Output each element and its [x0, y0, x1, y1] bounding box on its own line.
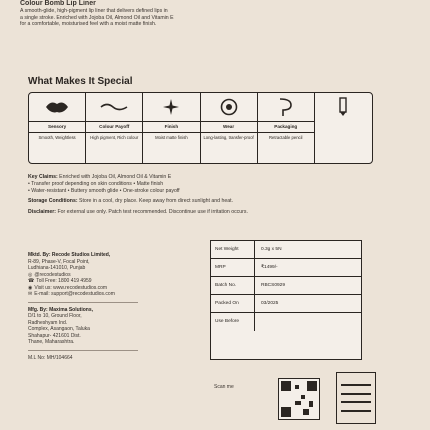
feature-cell-packaging — [258, 93, 315, 163]
instagram-line: ◎ @recodestudios — [28, 271, 71, 278]
address-line: Shahapur- 421601 Dist. — [28, 332, 81, 339]
net-row: Packed On 03/2025 — [211, 295, 361, 313]
globe-icon: ◉ — [28, 284, 33, 291]
divider — [28, 302, 138, 303]
marketed-by-section — [28, 252, 168, 361]
lips-icon — [45, 100, 69, 114]
net-details-box — [210, 240, 362, 360]
special-features-box — [28, 92, 373, 164]
claims-section — [28, 174, 378, 220]
storage-conditions: Storage Conditions: Store in a cool, dry place. Keep away from direct sunlight and heat. — [28, 198, 234, 205]
feature-cell-lips — [29, 93, 86, 163]
feature-detail: High pigment, Rich colour — [86, 132, 142, 142]
feature-cell-extra — [315, 93, 372, 163]
feature-label: Sensory — [29, 121, 85, 130]
address-line: R-89, Phase-V, Focal Point, — [28, 258, 90, 265]
address-line: Radheshyam Ind. — [28, 319, 68, 326]
address-line: Thane, Maharashtra. — [28, 339, 75, 345]
feature-detail: Smooth, Weightless — [29, 132, 85, 142]
key-claims: Key Claims: Enriched with Jojoba Oil, Almond Oil & Vitamin E • Transfer proof depending on skin conditions • Matte finish • Water-resistant • Buttery smooth glide • One-stroke colour payoff — [28, 174, 180, 194]
qr-code — [278, 378, 320, 420]
mail-icon: ✉ — [28, 291, 33, 297]
feature-cell-colour — [86, 93, 143, 163]
feature-label: Colour Payoff — [86, 121, 142, 130]
sparkle-icon — [161, 98, 181, 116]
clock-icon — [220, 98, 238, 116]
disclaimer: Disclaimer: For external use only. Patch test recommended. Discontinue use if irritation occurs. — [28, 209, 248, 216]
phone-line: ☎ Toll Free: 1800 419 4959 — [28, 278, 92, 284]
pencil-outline-icon — [338, 97, 348, 117]
feature-label: Finish — [143, 121, 199, 130]
feature-detail: Moist matte finish — [143, 132, 199, 142]
address-line: D/1 to 10, Ground Floor, — [28, 313, 82, 319]
address-line: Complex, Asangaon, Taluka — [28, 326, 90, 332]
feature-cell-wear — [201, 93, 258, 163]
phone-icon: ☎ — [28, 278, 35, 284]
product-desc-line: for a comfortable, moisturised feel with a moist matte finish. — [20, 21, 157, 28]
licence-number: M.L No: MH/104664 — [28, 354, 73, 361]
special-title: What Makes It Special — [28, 76, 133, 87]
net-row: Use Before — [211, 313, 361, 331]
divider — [28, 350, 138, 351]
net-row: MRP ₹1499/- — [211, 259, 361, 277]
instagram-icon: ◎ — [28, 271, 33, 278]
scan-me-label: Scan me — [214, 384, 234, 390]
feature-detail: Retractable pencil — [258, 132, 314, 142]
product-header — [20, 0, 400, 72]
swatch-icon — [99, 100, 129, 114]
product-desc-line: A smooth-glide, high-pigment lip liner that delivers defined lips in — [20, 8, 168, 14]
product-desc-line: a single stroke. Enriched with Jojoba Oil, Almond Oil and Vitamin E — [20, 14, 174, 21]
packaging-lines — [336, 372, 376, 424]
feature-detail: Long-lasting, transfer-proof — [201, 132, 257, 142]
pencil-icon — [277, 97, 295, 117]
email-line: ✉ E-mail: support@recodestudios.com — [28, 291, 115, 297]
feature-cell-finish — [143, 93, 200, 163]
feature-label: Packaging — [258, 121, 314, 130]
net-row: Batch No. RBCS0929 — [211, 277, 361, 295]
manufactured-by-label: Mfg. By: Maxima Solutions, — [28, 306, 94, 313]
marketed-by-label: Mktd. By: Recode Studios Limited, — [28, 252, 111, 258]
web-line: ◉ Visit us: www.recodestudios.com — [28, 284, 108, 291]
address-line: Ludhiana-141010, Punjab — [28, 265, 86, 271]
net-row: Net Weight 0.3g x 5N — [211, 241, 361, 259]
feature-label: Wear — [201, 121, 257, 130]
product-title: Colour Bomb Lip Liner — [20, 0, 96, 7]
